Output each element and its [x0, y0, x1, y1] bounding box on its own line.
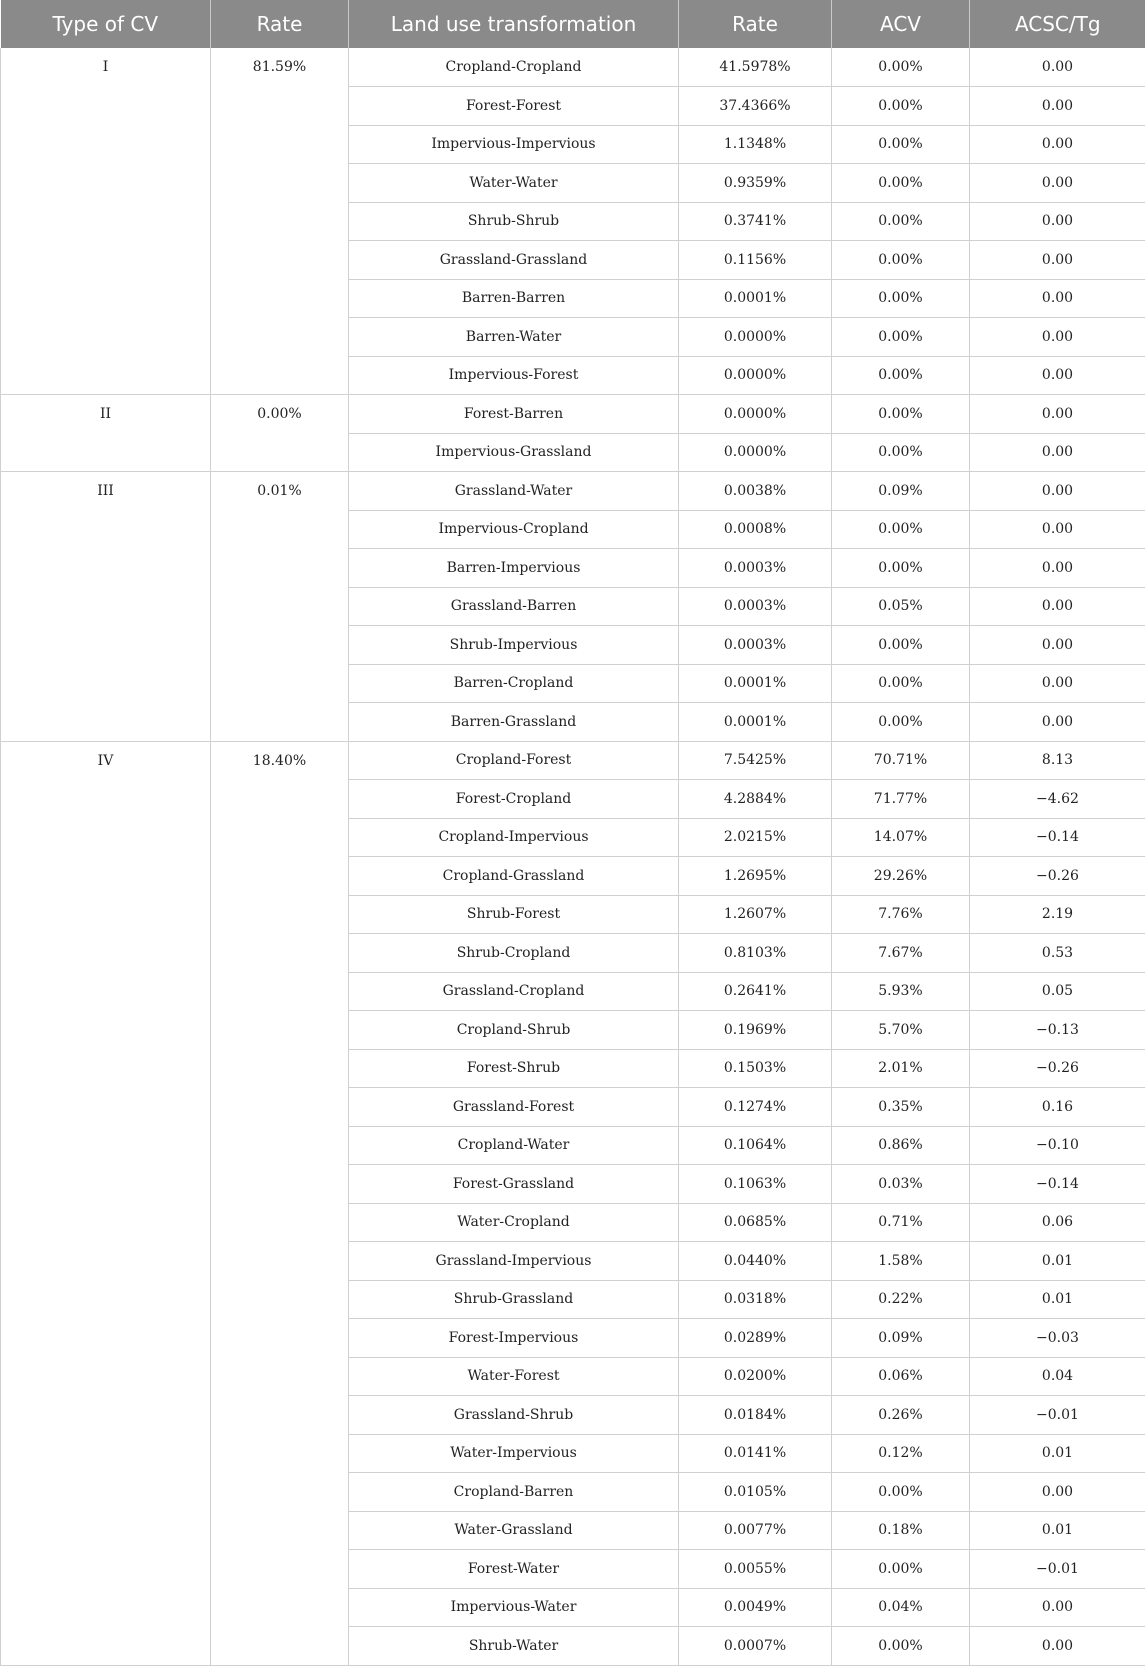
rate-cell: 0.0001%	[679, 664, 832, 703]
rate-cell: 7.5425%	[679, 741, 832, 780]
rate-cell: 1.2607%	[679, 895, 832, 934]
acv-cell: 0.05%	[832, 587, 970, 626]
acsc-cell: 0.00	[970, 125, 1145, 164]
table-row	[1, 48, 1145, 87]
transformation-cell: Cropland-Forest	[349, 741, 679, 780]
transformation-cell: Impervious-Water	[349, 1588, 679, 1627]
rate-cell: 0.0077%	[679, 1511, 832, 1550]
acv-cell: 0.00%	[832, 626, 970, 665]
acv-cell: 0.26%	[832, 1396, 970, 1435]
rate-cell: 0.1156%	[679, 241, 832, 280]
acv-cell: 7.76%	[832, 895, 970, 934]
rate-cell: 0.0184%	[679, 1396, 832, 1435]
transformation-cell: Shrub-Cropland	[349, 934, 679, 973]
table-body	[1, 48, 1145, 1665]
rate-cell: 41.5978%	[679, 48, 832, 87]
transformation-cell: Shrub-Forest	[349, 895, 679, 934]
rate-cell: 0.0200%	[679, 1357, 832, 1396]
cv-type-cell: IV	[1, 741, 211, 1665]
transformation-cell: Impervious-Impervious	[349, 125, 679, 164]
transformation-cell: Cropland-Barren	[349, 1473, 679, 1512]
acv-cell: 0.00%	[832, 664, 970, 703]
acv-cell: 0.86%	[832, 1126, 970, 1165]
rate-cell: 0.0289%	[679, 1319, 832, 1358]
acsc-cell: 0.00	[970, 164, 1145, 203]
acsc-cell: 0.00	[970, 664, 1145, 703]
acv-cell: 0.00%	[832, 433, 970, 472]
acsc-cell: 0.06	[970, 1203, 1145, 1242]
rate-cell: 0.2641%	[679, 972, 832, 1011]
acv-cell: 0.00%	[832, 241, 970, 280]
transformation-cell: Cropland-Water	[349, 1126, 679, 1165]
transformation-cell: Cropland-Shrub	[349, 1011, 679, 1050]
acsc-cell: 0.00	[970, 48, 1145, 87]
rate-cell: 37.4366%	[679, 87, 832, 126]
rate-cell: 0.0318%	[679, 1280, 832, 1319]
acsc-cell: 0.00	[970, 549, 1145, 588]
acsc-cell: 0.05	[970, 972, 1145, 1011]
rate-cell: 0.8103%	[679, 934, 832, 973]
transformation-cell: Barren-Water	[349, 318, 679, 357]
transformation-cell: Forest-Cropland	[349, 780, 679, 819]
acv-cell: 0.00%	[832, 202, 970, 241]
acsc-cell: −0.14	[970, 818, 1145, 857]
acsc-cell: 0.01	[970, 1242, 1145, 1281]
acv-cell: 0.00%	[832, 125, 970, 164]
acv-cell: 0.09%	[832, 472, 970, 511]
transformation-cell: Grassland-Forest	[349, 1088, 679, 1127]
transformation-cell: Water-Water	[349, 164, 679, 203]
acsc-cell: 0.00	[970, 626, 1145, 665]
rate-cell: 0.0003%	[679, 626, 832, 665]
header-group-rate: Rate	[211, 0, 349, 48]
acsc-cell: −0.13	[970, 1011, 1145, 1050]
rate-cell: 0.0685%	[679, 1203, 832, 1242]
rate-cell: 0.0440%	[679, 1242, 832, 1281]
acsc-cell: 0.00	[970, 241, 1145, 280]
rate-cell: 0.1503%	[679, 1049, 832, 1088]
acv-cell: 0.00%	[832, 703, 970, 742]
acv-cell: 0.09%	[832, 1319, 970, 1358]
rate-cell: 0.0141%	[679, 1434, 832, 1473]
rate-cell: 0.0105%	[679, 1473, 832, 1512]
acv-cell: 0.00%	[832, 549, 970, 588]
acv-cell: 0.00%	[832, 1627, 970, 1666]
transformation-cell: Forest-Forest	[349, 87, 679, 126]
transformation-cell: Grassland-Impervious	[349, 1242, 679, 1281]
acv-cell: 0.00%	[832, 164, 970, 203]
transformation-cell: Forest-Water	[349, 1550, 679, 1589]
acsc-cell: −0.03	[970, 1319, 1145, 1358]
rate-cell: 0.9359%	[679, 164, 832, 203]
rate-cell: 0.0007%	[679, 1627, 832, 1666]
acv-cell: 0.00%	[832, 48, 970, 87]
acsc-cell: 0.00	[970, 1473, 1145, 1512]
rate-cell: 0.0038%	[679, 472, 832, 511]
transformation-cell: Shrub-Grassland	[349, 1280, 679, 1319]
rate-cell: 0.0003%	[679, 587, 832, 626]
cv-type-cell: I	[1, 48, 211, 395]
rate-cell: 1.2695%	[679, 857, 832, 896]
acsc-cell: 0.00	[970, 356, 1145, 395]
acv-cell: 14.07%	[832, 818, 970, 857]
rate-cell: 0.1274%	[679, 1088, 832, 1127]
acsc-cell: 0.00	[970, 87, 1145, 126]
rate-cell: 0.0055%	[679, 1550, 832, 1589]
transformation-cell: Grassland-Shrub	[349, 1396, 679, 1435]
transformation-cell: Forest-Barren	[349, 395, 679, 434]
transformation-cell: Barren-Grassland	[349, 703, 679, 742]
rate-cell: 0.0049%	[679, 1588, 832, 1627]
transformation-cell: Barren-Barren	[349, 279, 679, 318]
acv-cell: 0.18%	[832, 1511, 970, 1550]
acv-cell: 0.04%	[832, 1588, 970, 1627]
acv-cell: 5.93%	[832, 972, 970, 1011]
acsc-cell: 0.00	[970, 433, 1145, 472]
acsc-cell: 0.01	[970, 1511, 1145, 1550]
rate-cell: 2.0215%	[679, 818, 832, 857]
transformation-cell: Barren-Cropland	[349, 664, 679, 703]
acv-cell: 0.35%	[832, 1088, 970, 1127]
transformation-cell: Water-Forest	[349, 1357, 679, 1396]
acv-cell: 0.71%	[832, 1203, 970, 1242]
acv-cell: 2.01%	[832, 1049, 970, 1088]
transformation-cell: Shrub-Impervious	[349, 626, 679, 665]
rate-cell: 0.0001%	[679, 279, 832, 318]
cv-rate-cell: 0.01%	[211, 472, 349, 742]
header-row	[1, 0, 1145, 48]
acsc-cell: 0.16	[970, 1088, 1145, 1127]
header-acv: ACV	[832, 0, 970, 48]
transformation-cell: Grassland-Cropland	[349, 972, 679, 1011]
acv-cell: 0.00%	[832, 395, 970, 434]
header-land-use-transformation: Land use transformation	[349, 0, 679, 48]
acv-cell: 0.03%	[832, 1165, 970, 1204]
acv-cell: 1.58%	[832, 1242, 970, 1281]
transformation-cell: Grassland-Grassland	[349, 241, 679, 280]
acsc-cell: 0.00	[970, 202, 1145, 241]
rate-cell: 1.1348%	[679, 125, 832, 164]
transformation-cell: Shrub-Shrub	[349, 202, 679, 241]
cv-rate-cell: 0.00%	[211, 395, 349, 472]
acv-cell: 70.71%	[832, 741, 970, 780]
transformation-cell: Grassland-Water	[349, 472, 679, 511]
acv-cell: 71.77%	[832, 780, 970, 819]
rate-cell: 0.1064%	[679, 1126, 832, 1165]
rate-cell: 0.0000%	[679, 318, 832, 357]
rate-cell: 0.0008%	[679, 510, 832, 549]
acv-cell: 0.00%	[832, 356, 970, 395]
acsc-cell: 2.19	[970, 895, 1145, 934]
acv-cell: 0.00%	[832, 510, 970, 549]
rate-cell: 4.2884%	[679, 780, 832, 819]
acsc-cell: 0.00	[970, 1627, 1145, 1666]
acsc-cell: 0.00	[970, 703, 1145, 742]
transformation-cell: Forest-Grassland	[349, 1165, 679, 1204]
transformation-cell: Cropland-Grassland	[349, 857, 679, 896]
acsc-cell: 0.04	[970, 1357, 1145, 1396]
rate-cell: 0.0000%	[679, 433, 832, 472]
transformation-cell: Cropland-Impervious	[349, 818, 679, 857]
acsc-cell: 0.01	[970, 1434, 1145, 1473]
rate-cell: 0.1969%	[679, 1011, 832, 1050]
transformation-cell: Water-Grassland	[349, 1511, 679, 1550]
transformation-cell: Water-Impervious	[349, 1434, 679, 1473]
cv-type-cell: II	[1, 395, 211, 472]
acv-cell: 0.00%	[832, 279, 970, 318]
acv-cell: 0.00%	[832, 1550, 970, 1589]
header-acsc: ACSC/Tg	[970, 0, 1145, 48]
acv-cell: 5.70%	[832, 1011, 970, 1050]
acv-cell: 0.12%	[832, 1434, 970, 1473]
cv-type-cell: III	[1, 472, 211, 742]
acsc-cell: 0.00	[970, 472, 1145, 511]
rate-cell: 0.1063%	[679, 1165, 832, 1204]
acsc-cell: −0.01	[970, 1550, 1145, 1589]
rate-cell: 0.0000%	[679, 395, 832, 434]
transformation-cell: Impervious-Forest	[349, 356, 679, 395]
transformation-cell: Impervious-Grassland	[349, 433, 679, 472]
acsc-cell: −0.01	[970, 1396, 1145, 1435]
rate-cell: 0.0003%	[679, 549, 832, 588]
transformation-cell: Cropland-Cropland	[349, 48, 679, 87]
acsc-cell: 0.00	[970, 318, 1145, 357]
acsc-cell: −0.26	[970, 1049, 1145, 1088]
transformation-cell: Water-Cropland	[349, 1203, 679, 1242]
rate-cell: 0.3741%	[679, 202, 832, 241]
acsc-cell: 0.00	[970, 587, 1145, 626]
acsc-cell: 0.00	[970, 510, 1145, 549]
acv-cell: 29.26%	[832, 857, 970, 896]
header-rate: Rate	[679, 0, 832, 48]
acsc-cell: 0.00	[970, 279, 1145, 318]
acsc-cell: 0.01	[970, 1280, 1145, 1319]
transformation-cell: Impervious-Cropland	[349, 510, 679, 549]
transformation-cell: Forest-Impervious	[349, 1319, 679, 1358]
transformation-cell: Shrub-Water	[349, 1627, 679, 1666]
acv-cell: 0.00%	[832, 318, 970, 357]
table-row	[1, 741, 1145, 780]
acsc-cell: 0.00	[970, 395, 1145, 434]
acsc-cell: −4.62	[970, 780, 1145, 819]
acv-cell: 0.22%	[832, 1280, 970, 1319]
acsc-cell: 8.13	[970, 741, 1145, 780]
transformation-cell: Grassland-Barren	[349, 587, 679, 626]
acv-cell: 0.00%	[832, 1473, 970, 1512]
transformation-cell: Forest-Shrub	[349, 1049, 679, 1088]
acv-cell: 0.00%	[832, 87, 970, 126]
transformation-cell: Barren-Impervious	[349, 549, 679, 588]
acsc-cell: 0.00	[970, 1588, 1145, 1627]
acsc-cell: −0.14	[970, 1165, 1145, 1204]
cv-rate-cell: 18.40%	[211, 741, 349, 1665]
acsc-cell: −0.26	[970, 857, 1145, 896]
rate-cell: 0.0000%	[679, 356, 832, 395]
rate-cell: 0.0001%	[679, 703, 832, 742]
table-row	[1, 395, 1145, 434]
cv-rate-cell: 81.59%	[211, 48, 349, 395]
acv-cell: 0.06%	[832, 1357, 970, 1396]
acsc-cell: 0.53	[970, 934, 1145, 973]
table-row	[1, 472, 1145, 511]
header-type-of-cv: Type of CV	[1, 0, 211, 48]
acv-cell: 7.67%	[832, 934, 970, 973]
acsc-cell: −0.10	[970, 1126, 1145, 1165]
